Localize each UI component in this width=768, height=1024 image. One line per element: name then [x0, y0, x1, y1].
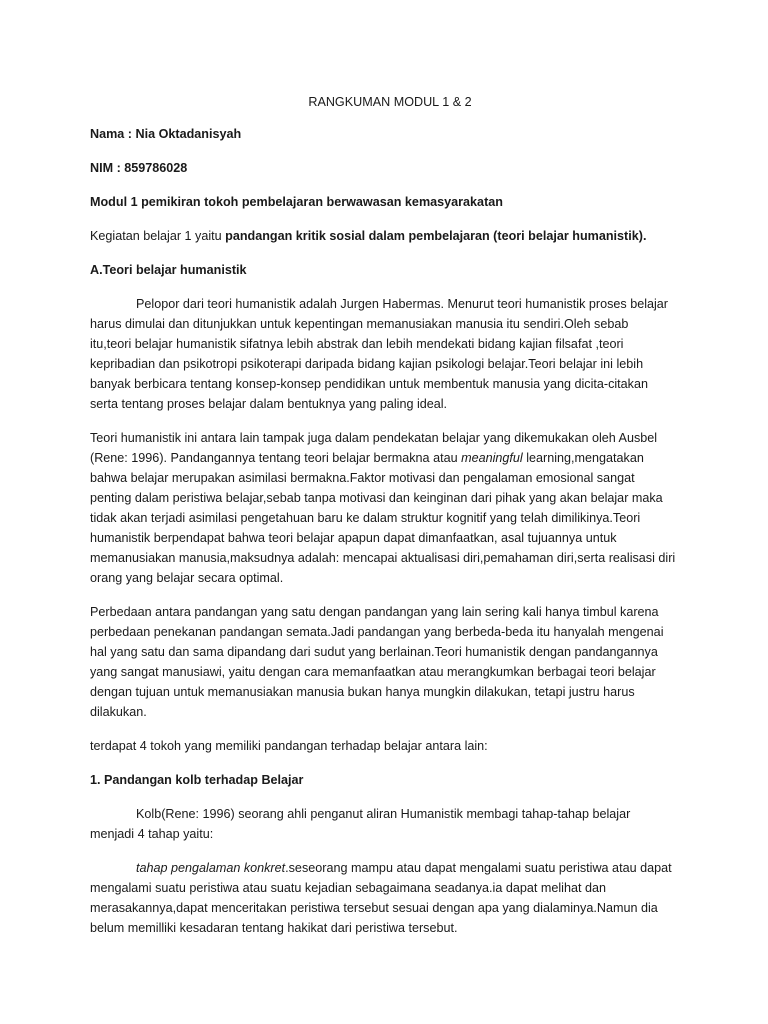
module-heading: Modul 1 pemikiran tokoh pembelajaran berwawasan kemasyarakatan — [90, 195, 503, 209]
paragraph-6-italic: tahap pengalaman konkret — [136, 861, 286, 875]
paragraph-2-italic: meaningful — [461, 451, 523, 465]
paragraph-3-line: dilakukan. — [90, 705, 147, 719]
paragraph-3-line: yang sangat manusiawi, yaitu dengan cara memanfaatkan atau merangkumkan berbagai teori belajar — [90, 665, 656, 679]
paragraph-6-line: mengalami suatu peristiwa atau suatu kejadian sebagaimana seadanya.ia dapat melihat dan — [90, 881, 606, 895]
paragraph-5-line: Kolb(Rene: 1996) seorang ahli penganut aliran Humanistik membagi tahap-tahap belajar — [136, 807, 631, 821]
paragraph-3-line: perbedaan penekanan pandangan semata.Jadi pandangan yang berbeda-beda itu hanyalah mengenai — [90, 625, 664, 639]
activity-prefix: Kegiatan belajar 1 yaitu — [90, 229, 226, 243]
paragraph-4: terdapat 4 tokoh yang memiliki pandangan terhadap belajar antara lain: — [90, 739, 488, 753]
paragraph-1-line: kepribadian dan psikotropi psikoterapi daripada bidang kajian psikologi belajar.Teori belajar ini lebih — [90, 357, 644, 371]
paragraph-2-text: (Rene: 1996). Pandangannya tentang teori belajar bermakna atau — [90, 451, 462, 465]
activity-topic: pandangan kritik sosial dalam pembelajaran (teori belajar humanistik). — [225, 229, 647, 243]
activity-line — [90, 226, 680, 246]
paragraph-2-line: penting dalam peristiwa belajar,sebab tanpa motivasi dan keinginan dari pihak yang akan belajar maka — [90, 491, 663, 505]
paragraph-2-line: Teori humanistik ini antara lain tampak juga dalam pendekatan belajar yang dikemukakan oleh Ausbel — [90, 431, 658, 445]
paragraph-2-line: orang yang belajar secara optimal. — [90, 571, 284, 585]
paragraph-2-text: learning,mengatakan — [522, 451, 644, 465]
paragraph-6-text: .seseorang mampu atau dapat mengalami suatu peristiwa atau dapat — [285, 861, 672, 875]
paragraph-3-line: Perbedaan antara pandangan yang satu dengan pandangan yang lain sering kali hanya timbul karena — [90, 605, 659, 619]
nim-line: NIM : 859786028 — [90, 161, 188, 175]
section-1-heading: 1. Pandangan kolb terhadap Belajar — [90, 773, 304, 787]
paragraph-2-line: tidak akan terjadi asimilasi pengetahuan baru ke dalam struktur kognitif yang telah dimilikinya.Teori — [90, 511, 641, 525]
paragraph-5 — [90, 804, 680, 844]
paragraph-1-line: harus dimulai dan ditunjukkan untuk kepentingan memanusiakan manusia itu sendiri.Oleh sebab — [90, 317, 629, 331]
paragraph-3-line: dengan tujuan untuk memanusiakan manusia bukan hanya mungkin dilakukan, tetapi justru harus — [90, 685, 635, 699]
paragraph-2-line: bahwa belajar merupakan asimilasi bermakna.Faktor motivasi dan pengalaman emosional sangat — [90, 471, 635, 485]
paragraph-2 — [90, 428, 680, 588]
paragraph-2-line: humanistik berpendapat bahwa teori belajar apapun dapat dimanfaatkan, asal tujuannya untuk — [90, 531, 617, 545]
paragraph-1-line: Pelopor dari teori humanistik adalah Jurgen Habermas. Menurut teori humanistik proses belajar — [136, 297, 669, 311]
document-title: RANGKUMAN MODUL 1 & 2 — [308, 95, 472, 109]
paragraph-6-line: merasakannya,dapat menceritakan peristiwa tersebut sesuai dengan apa yang dialaminya.Namun dia — [90, 901, 658, 915]
paragraph-1-line: banyak berbicara tentang konsep-konsep pendidikan untuk membentuk manusia yang dicita-citakan — [90, 377, 648, 391]
document-page — [90, 92, 680, 952]
paragraph-6 — [90, 858, 680, 938]
paragraph-5-line: menjadi 4 tahap yaitu: — [90, 827, 214, 841]
paragraph-3 — [90, 602, 680, 722]
paragraph-1 — [90, 294, 680, 414]
paragraph-1-line: itu,teori belajar humanistik sifatnya lebih abstrak dan lebih mendekati bidang kajian filsafat ,teori — [90, 337, 624, 351]
paragraph-6-line — [90, 858, 680, 878]
paragraph-2-line — [90, 448, 680, 468]
paragraph-3-line: hal yang satu dan sama dipandang dari sudut yang berlainan.Teori humanistik dengan pandangannya — [90, 645, 658, 659]
name-line: Nama : Nia Oktadanisyah — [90, 127, 242, 141]
paragraph-2-line: memanusiakan manusia,maksudnya adalah: mencapai aktualisasi diri,pemahaman diri,serta realisasi diri — [90, 551, 676, 565]
section-a-heading: A.Teori belajar humanistik — [90, 263, 247, 277]
paragraph-1-line: serta tentang proses belajar dalam bentuknya yang paling ideal. — [90, 397, 448, 411]
paragraph-6-line: belum memilliki kesadaran tentang hakikat dari peristiwa tersebut. — [90, 921, 458, 935]
